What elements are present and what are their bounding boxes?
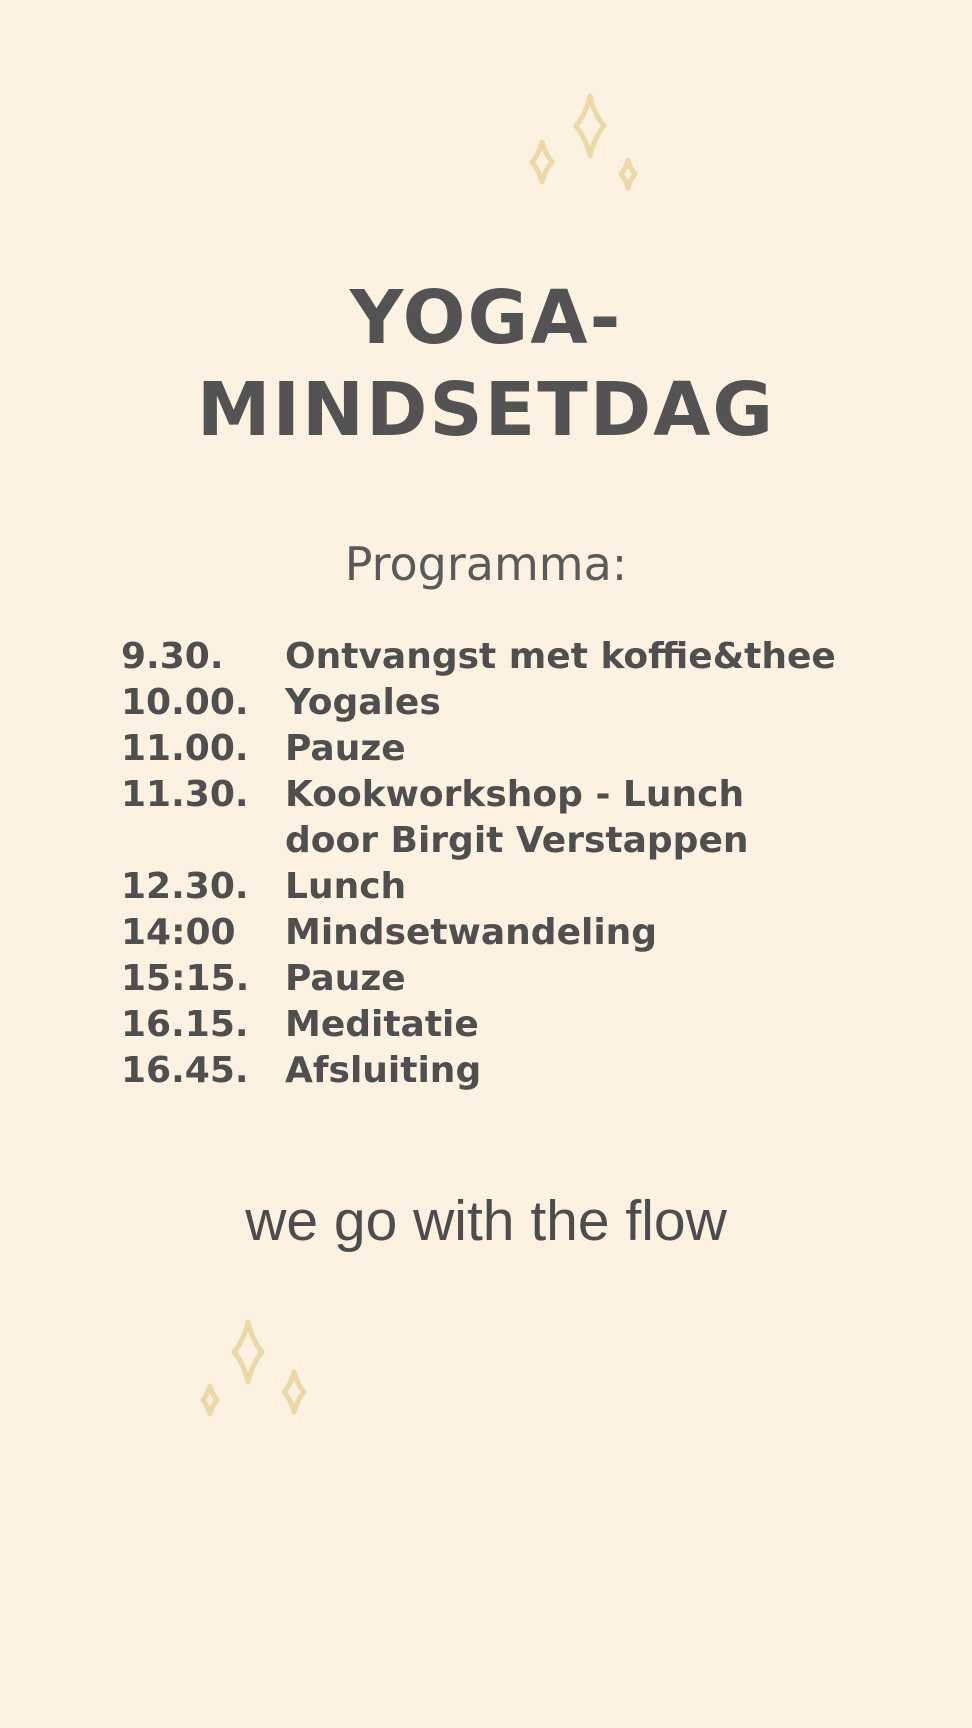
program-activity: Mindsetwandeling [285, 912, 658, 953]
sparkle-icon [621, 160, 635, 188]
program-activity: Ontvangst met koffie&thee [285, 636, 836, 677]
program-time: 15:15. [121, 958, 250, 999]
program-activity: Yogales [285, 682, 441, 723]
sparkle-icon [234, 1322, 262, 1382]
program-item [121, 634, 921, 680]
program-item [121, 772, 921, 818]
program-item [121, 864, 921, 910]
sparkles-bottom-decoration [190, 1318, 320, 1428]
program-item [121, 1002, 921, 1048]
sparkle-icon [532, 142, 552, 182]
program-time: 9.30. [121, 636, 224, 677]
event-title [0, 272, 972, 456]
program-activity: door Birgit Verstappen [285, 820, 749, 861]
program-list [121, 634, 921, 1094]
program-activity: Pauze [285, 958, 406, 999]
program-time: 12.30. [121, 866, 249, 907]
program-item [121, 956, 921, 1002]
program-activity: Lunch [285, 866, 407, 907]
program-time: 10.00. [121, 682, 249, 723]
program-heading: Programma: [344, 537, 628, 591]
sparkle-icon [576, 96, 604, 156]
program-item [121, 910, 921, 956]
event-title-line-2: MINDSETDAG [196, 367, 776, 453]
program-activity: Pauze [285, 728, 406, 769]
program-activity: Meditatie [285, 1004, 479, 1045]
program-item [121, 1048, 921, 1094]
sparkle-icon [203, 1386, 217, 1414]
program-time: 14:00 [121, 912, 236, 953]
program-time: 16.15. [121, 1004, 249, 1045]
sparkles-top-decoration [520, 92, 650, 202]
sparkle-icon [284, 1372, 304, 1412]
program-activity: Kookworkshop - Lunch [285, 774, 745, 815]
program-time: 11.00. [121, 728, 249, 769]
program-time: 16.45. [121, 1050, 249, 1091]
tagline: we go with the flow [245, 1189, 727, 1253]
program-item [121, 680, 921, 726]
program-item [121, 818, 921, 864]
program-time: 11.30. [121, 774, 249, 815]
program-activity: Afsluiting [285, 1050, 482, 1091]
program-item [121, 726, 921, 772]
event-title-line-1: YOGA- [349, 275, 623, 361]
